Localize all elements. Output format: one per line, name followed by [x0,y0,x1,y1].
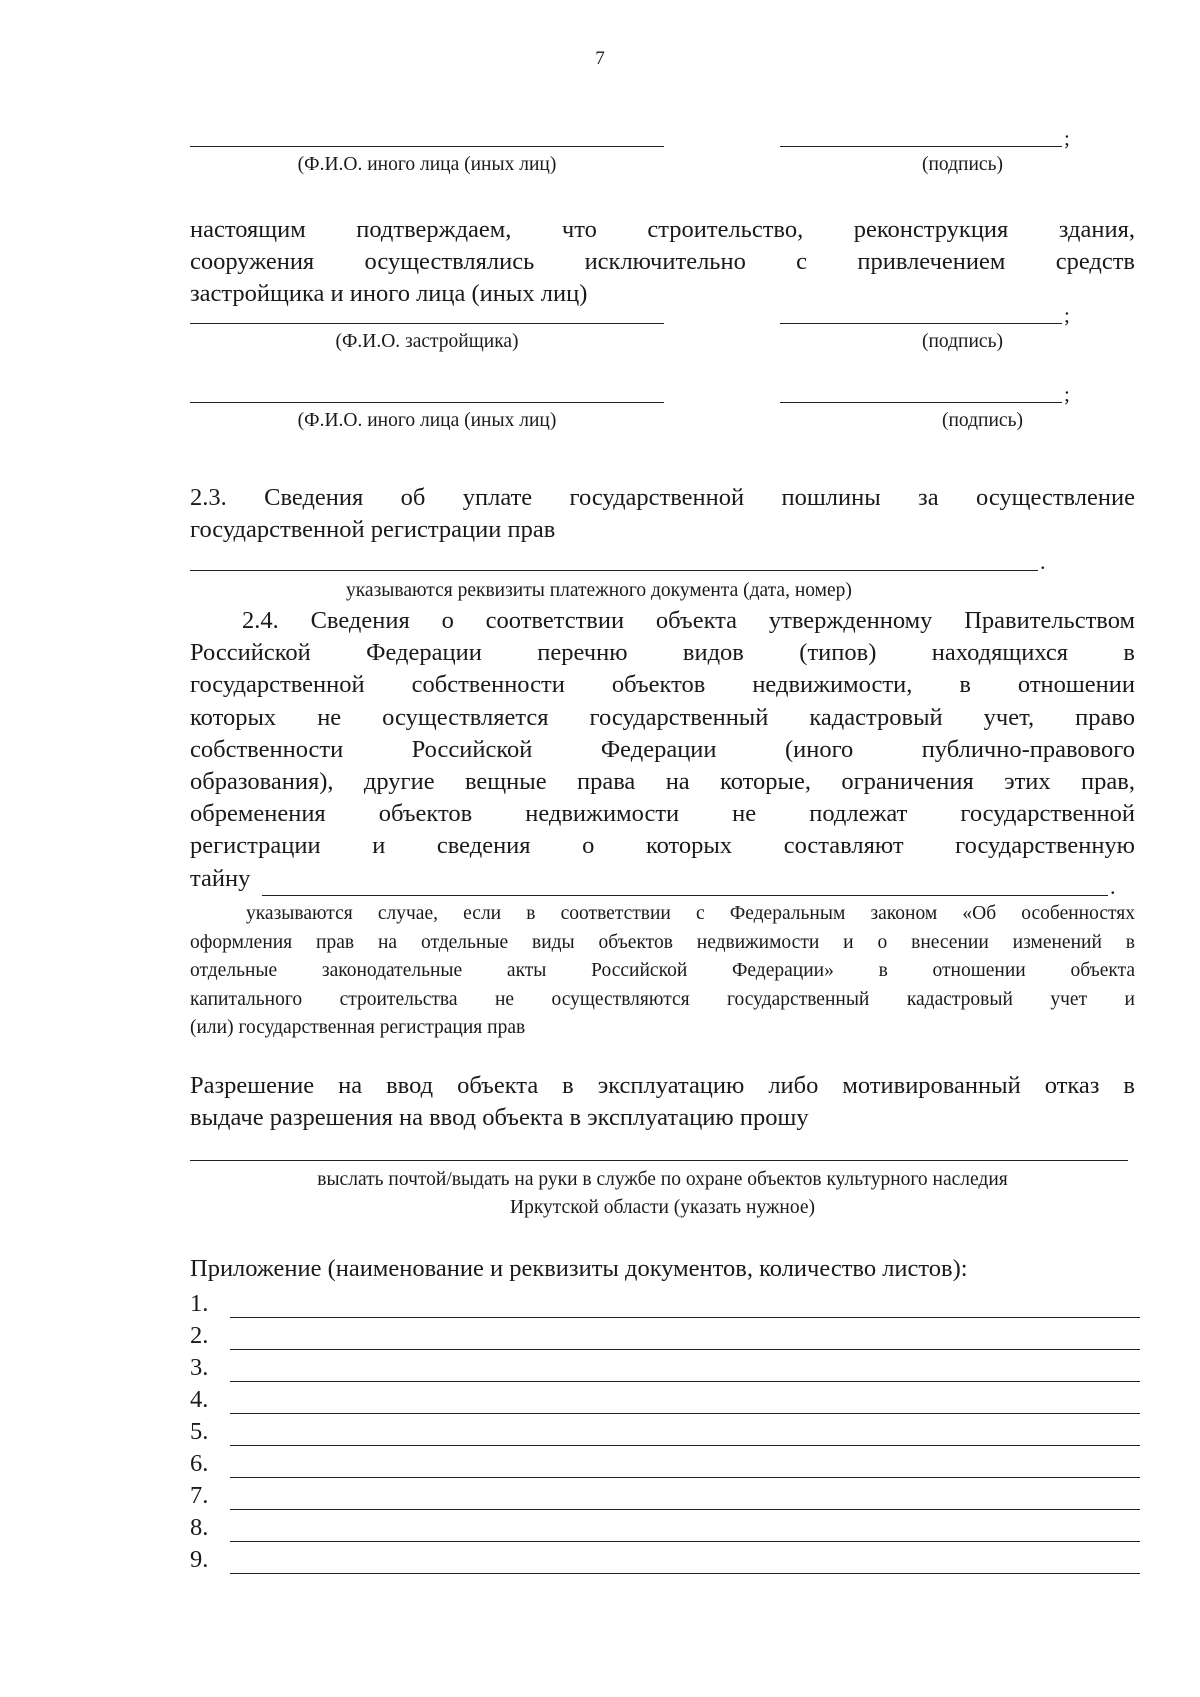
attachment-item [190,1322,1140,1354]
attachment-item [190,1386,1140,1418]
item-number: 5. [190,1418,209,1445]
section-line: собственности Российской Федерации (иного публично-правового [190,735,1135,763]
section-2-4 [190,605,1135,895]
last-word: тайну [190,864,251,892]
name-caption: (Ф.И.О. иного лица (иных лиц) [297,154,557,175]
caption-line: выслать почтой/выдать на руки в службе по охране объектов культурного наследия [317,1169,1008,1190]
end-mark: ; [1064,303,1070,327]
paragraph-line: сооружения осуществлялись исключительно с привлечением средств [190,248,1135,276]
item-number: 1. [190,1290,209,1317]
permit-request [190,1070,1135,1134]
name-fill-line[interactable] [190,315,664,324]
name-caption: (Ф.И.О. застройщика) [335,331,519,352]
signature-caption: (подпись) [922,331,1003,352]
attachment-fill-line[interactable] [230,1541,1140,1542]
attachment-fill-line[interactable] [230,1477,1140,1478]
item-number: 8. [190,1514,209,1541]
caption-line: Иркутской области (указать нужное) [510,1197,815,1218]
signature-caption: (подпись) [942,410,1023,431]
section-line: которых не осуществляется государственный кадастровый учет, право [190,703,1135,731]
item-number: 6. [190,1450,209,1477]
end-mark: . [1040,549,1046,574]
signature-caption: (подпись) [922,154,1003,175]
attachment-item [190,1514,1140,1546]
attachment-fill-line[interactable] [230,1445,1140,1446]
end-mark: ; [1064,382,1070,406]
attachment-item [190,1450,1140,1482]
section-line: государственной собственности объектов недвижимости, в отношении [190,671,1135,699]
signature-fill-line[interactable] [780,394,1062,403]
item-number: 9. [190,1546,209,1573]
attachment-item [190,1418,1140,1450]
secret-info-fill-line[interactable] [262,895,1108,896]
section-2-3 [190,482,1135,546]
paragraph-line: застройщика и иного лица (иных лиц) [190,280,588,308]
signature-block-other-person-2 [190,382,1070,434]
attachment-fill-line[interactable] [230,1381,1140,1382]
delivery-method-caption [190,1166,1135,1222]
section-line: государственной регистрации прав [190,516,556,544]
confirmation-paragraph [190,214,1135,311]
note-line: отдельные законодательные акты Российской Федерации» в отношении объекта [190,960,1135,981]
item-number: 3. [190,1354,209,1381]
item-number: 2. [190,1322,209,1349]
section-line: образования), другие вещные права на которые, ограничения этих прав, [190,767,1135,795]
section-line: регистрации и сведения о которых составляют государственную [190,832,1135,860]
note-line: указываются случае, если в соответствии с Федеральным законом «Об особенностях [246,903,1135,924]
signature-fill-line[interactable] [780,315,1062,324]
note-line: (или) государственная регистрация прав [190,1017,526,1038]
attachment-fill-line[interactable] [230,1317,1140,1318]
payment-details-fill-line[interactable] [190,570,1038,571]
attachment-fill-line[interactable] [230,1349,1140,1350]
payment-details-caption: указываются реквизиты платежного документа (дата, номер) [346,580,852,601]
end-mark: . [1110,874,1116,899]
attachments-heading: Приложение (наименование и реквизиты документов, количество листов): [190,1255,968,1282]
section-line-last [190,863,1135,895]
request-line: выдаче разрешения на ввод объекта в эксплуатацию прошу [190,1104,809,1132]
paragraph-line: настоящим подтверждаем, что строительство, реконструкция здания, [190,216,1135,243]
attachment-item [190,1482,1140,1514]
signature-fill-line[interactable] [780,138,1062,147]
attachment-item [190,1290,1140,1322]
delivery-method-fill-line[interactable] [190,1160,1128,1161]
attachment-fill-line[interactable] [230,1509,1140,1510]
section-line: Российской Федерации перечню видов (типов) находящихся в [190,639,1135,667]
note-line: капитального строительства не осуществляются государственный кадастровый учет и [190,988,1135,1010]
attachment-item [190,1546,1140,1578]
name-caption: (Ф.И.О. иного лица (иных лиц) [297,410,557,431]
section-2-4-note [190,900,1135,1043]
attachment-item [190,1354,1140,1386]
request-line: Разрешение на ввод объекта в эксплуатацию либо мотивированный отказ в [190,1072,1135,1099]
page-number: 7 [595,48,605,69]
end-mark: ; [1064,126,1070,150]
attachment-fill-line[interactable] [230,1573,1140,1574]
item-number: 4. [190,1386,209,1413]
signature-block-other-person-1 [190,126,1070,178]
section-line: 2.4. Сведения о соответствии объекта утвержденному Правительством [242,607,1135,634]
section-line: обременения объектов недвижимости не подлежат государственной [190,800,1135,828]
note-line: оформления прав на отдельные виды объектов недвижимости и о внесении изменений в [190,931,1135,953]
name-fill-line[interactable] [190,138,664,147]
section-line: 2.3. Сведения об уплате государственной пошлины за осуществление [190,484,1135,511]
name-fill-line[interactable] [190,394,664,403]
item-number: 7. [190,1482,209,1509]
attachment-fill-line[interactable] [230,1413,1140,1414]
signature-block-developer [190,303,1070,355]
